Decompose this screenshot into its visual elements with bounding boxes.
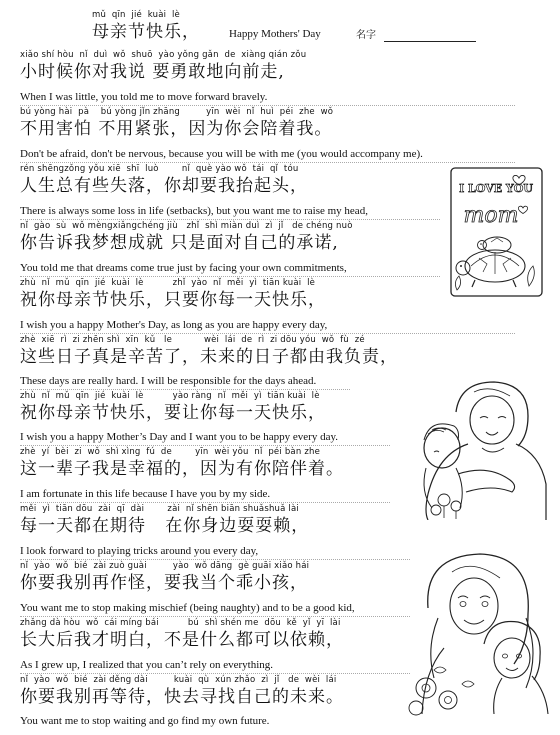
mother-hugging-child-illustration: [398, 378, 548, 520]
pinyin-line-10: nǐ yào wǒ bié zài zuò guài yào wǒ dāng gè guāi xiǎo hái: [20, 561, 310, 571]
mother-face: [470, 396, 514, 444]
daughter-face: [494, 638, 530, 678]
chinese-line-9: 每一天都在期待 在你身边耍耍赖，: [20, 516, 310, 536]
title-chinese: 母亲节快乐，: [92, 22, 200, 42]
chinese-line-5: 祝你母亲节快乐，只要你每一天快乐，: [20, 290, 326, 310]
divider: [20, 445, 390, 446]
divider: [20, 559, 410, 560]
divider: [20, 389, 350, 390]
divider: [20, 276, 440, 277]
pinyin-line-8: zhè yí bèi zi wǒ shì xìng fú de yīn wèi yǒu nǐ péi bàn zhe: [20, 447, 320, 457]
baby-turtle-icon: [483, 237, 511, 253]
english-line-10: You want me to stop making mischief (being naughty) and to be a good kid,: [20, 602, 355, 614]
english-line-4: You told me that dreams come true just by facing your own commitments,: [20, 262, 347, 274]
chinese-line-1: 小时候你对我说 要勇敢地向前走,: [20, 62, 285, 82]
title-pinyin: mǔ qīn jié kuài lè: [92, 10, 180, 20]
divider: [20, 162, 515, 163]
pinyin-line-5: zhù nǐ mǔ qīn jié kuài lè zhǐ yào nǐ měi yì tiān kuài lè: [20, 278, 316, 288]
chinese-line-2: 不用害怕 不用紧张，因为你会陪着我。: [20, 119, 333, 139]
title-english: Happy Mothers' Day: [229, 28, 321, 40]
flower-icon: [438, 494, 450, 506]
pinyin-line-6: zhè xiē rì zi zhēn shì xīn kǔ le wèi lái de rì zi dōu yóu wǒ fù zé: [20, 335, 365, 345]
mother-face: [450, 578, 498, 634]
pinyin-line-12: nǐ yào wǒ bié zài děng dài kuài qù xún zhǎo zì jǐ de wèi lái: [20, 675, 337, 685]
english-line-7: I wish you a happy Mother’s Day and I want you to be happy every day.: [20, 431, 339, 443]
english-line-5: I wish you a happy Mother's Day, as long as you are happy every day,: [20, 319, 328, 331]
chinese-line-11: 长大后我才明白，不是什么都可以依赖，: [20, 630, 344, 650]
pinyin-line-1: xiǎo shí hòu nǐ duì wǒ shuō yào yǒng gǎn de xiàng qián zǒu: [20, 50, 307, 60]
chinese-line-10: 你要我别再作怪，要我当个乖小孩，: [20, 573, 308, 593]
chinese-line-12: 你要我别再等待，快去寻找自己的未来。: [20, 687, 344, 707]
pinyin-line-11: zhǎng dà hòu wǒ cái míng bái bú shì shén me dōu kě yǐ yī lài: [20, 618, 341, 628]
chinese-line-4: 你告诉我梦想成就 只是面对自己的承诺,: [20, 233, 339, 253]
english-line-11: As I grew up, I realized that you can’t rely on everything.: [20, 659, 274, 671]
name-blank-line[interactable]: [384, 41, 476, 42]
card-text-i-love-you: I LOVE YOU: [459, 182, 533, 195]
english-line-1: When I was little, you told me to move forward bravely.: [20, 91, 268, 103]
card-text-mom: mom: [463, 203, 519, 228]
chinese-line-8: 这一辈子我是幸福的，因为有你陪伴着。: [20, 459, 344, 479]
pinyin-line-7: zhù nǐ mǔ qīn jié kuài lè yào ràng nǐ měi yì tiān kuài lè: [20, 391, 320, 401]
love-mom-card-illustration: [449, 166, 544, 298]
heart-icon: [518, 206, 527, 213]
english-line-2: Don't be afraid, don't be nervous, because you will be with me (you would accompany me).: [20, 148, 423, 160]
flower-icon: [416, 678, 436, 698]
divider: [20, 105, 515, 106]
english-line-12: You want me to stop waiting and go find my own future.: [20, 715, 270, 727]
chinese-line-3: 人生总有些失落，你却要我抬起头，: [20, 176, 308, 196]
chinese-line-7: 祝你母亲节快乐，要让你每一天快乐，: [20, 403, 326, 423]
mother-and-daughter-illustration: [408, 548, 556, 718]
pinyin-line-4: nǐ gào sù wǒ mèngxiǎngchéng jiù zhǐ shì miàn duì zì jǐ de chéng nuò: [20, 221, 353, 231]
name-label: 名字: [356, 30, 376, 41]
english-line-8: I am fortunate in this life because I have you by my side.: [20, 488, 271, 500]
chinese-line-6: 这些日子真是辛苦了，未来的日子都由我负责，: [20, 347, 398, 367]
divider: [20, 616, 410, 617]
english-line-9: I look forward to playing tricks around you every day,: [20, 545, 259, 557]
divider: [20, 219, 440, 220]
pinyin-line-3: rén shēngzǒng yǒu xiē shī luò nǐ què yào wǒ tái qǐ tóu: [20, 164, 299, 174]
flower-icon: [439, 691, 457, 709]
divider: [20, 502, 390, 503]
divider: [20, 333, 515, 334]
english-line-6: These days are really hard. I will be responsible for the days ahead.: [20, 375, 317, 387]
english-line-3: There is always some loss in life (setbacks), but you want me to raise my head,: [20, 205, 368, 217]
pinyin-line-9: měi yì tiān dōu zài qī dài zài nǐ shēn biān shuǎshuǎ lài: [20, 504, 299, 514]
divider: [20, 673, 410, 674]
pinyin-line-2: bú yòng hài pà bú yòng jǐn zhāng yīn wèi nǐ huì péi zhe wǒ: [20, 107, 334, 117]
